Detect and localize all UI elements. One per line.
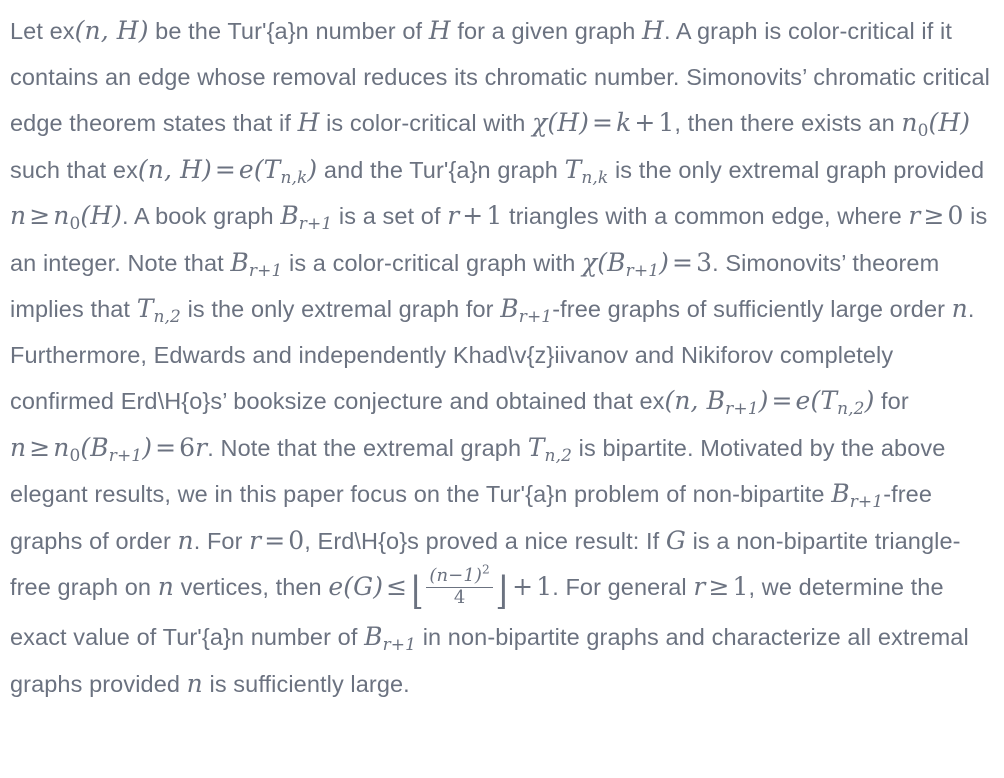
text-run: for (874, 388, 909, 414)
math-inline-Br1-5: $B_{r+1}$ (364, 622, 417, 655)
math-inline-Br1: $B_{r+1}$ (280, 201, 333, 234)
math-inline-G: G (665, 525, 686, 555)
text-run: Let ex (10, 18, 75, 44)
math-inline-Br1-4: $B_{r+1}$ (831, 479, 884, 512)
text-run: -free graphs of sufficiently large order (552, 296, 952, 322)
text-run: is a non-bipartite triangle-free graph on (10, 527, 961, 600)
math-inline-n-ge-6r: $n \ge n_0(B_{r+1}) = 6r$ (10, 432, 208, 466)
text-run: . A graph is color-critical if it contains an edge whose removal reduces its chromatic number. Simonovits’ chromatic critical edge theorem states that if (10, 18, 990, 136)
math-inline-eG-bound: e(G) ≤ ⌊ $\frac{(n-1)^2}{4}$ ⌋ + 1 (328, 562, 553, 614)
math-inline-r-ge-1: r ≥ 1 (693, 572, 749, 601)
text-run: triangles with a common edge, where (502, 203, 909, 229)
math-inline-n-2: n (177, 525, 194, 555)
text-run: -free graphs of order (10, 481, 933, 554)
text-run: . Note that the extremal graph (207, 434, 528, 461)
text-run: is bipartite. Motivated by the above elegant results, we in this paper focus on the Tur'{a}n problem of non-bipartite (10, 434, 946, 507)
math-inline-Tn2-2: $T_{n,2}$ (527, 432, 573, 466)
text-run: and the Tur'{a}n graph (317, 156, 565, 183)
text-run: . For (193, 527, 250, 554)
text-run: in non-bipartite graphs and characterize all extremal graphs provided (10, 624, 969, 697)
math-inline-Br1-2: $B_{r+1}$ (230, 247, 283, 281)
math-inline-Tn2: $T_{n,2}$ (136, 294, 181, 327)
math-inline-r-plus-1: r + 1 (447, 201, 503, 230)
math-inline-n-H: (n, H) (74, 16, 149, 45)
text-run: such that ex (10, 156, 138, 183)
text-run: , Erd\H{o}s proved a nice result: If (304, 527, 666, 554)
text-run: is a set of (332, 203, 448, 229)
text-run: is color-critical with (319, 110, 533, 136)
text-run: for a given graph (450, 18, 643, 44)
math-inline-Tnk: $T_{n,k}$ (564, 154, 609, 188)
text-run: is an integer. Note that (10, 203, 988, 276)
text-run: vertices, then (173, 574, 329, 600)
text-run: is the only extremal graph provided (608, 156, 985, 183)
math-inline-chi-H: χ(H) = k + 1 (532, 108, 675, 137)
math-inline-n-4: n (186, 668, 203, 698)
math-inline-ex-eq: (n, $H) = e(T_{n,k})$ (137, 154, 318, 188)
math-inline-H-3: H (297, 108, 320, 137)
text-run: . For general (552, 574, 694, 600)
math-inline-r-eq-0: r = 0 (249, 525, 305, 555)
math-inline-r-ge-0: r ≥ 0 (908, 201, 964, 230)
math-inline-n-3: n (157, 572, 174, 601)
math-inline-n-ge-n0H: $n \ge n_0(H)$ (10, 201, 123, 234)
text-run: is sufficiently large. (202, 670, 410, 697)
math-inline-Br1-3: $B_{r+1}$ (500, 294, 553, 327)
text-run: , we determine the exact value of Tur'{a}n number of (10, 574, 944, 651)
math-inline-H-2: H (642, 16, 664, 45)
text-run: . A book graph (122, 203, 281, 229)
text-run: , then there exists an (674, 110, 902, 136)
math-inline-chi-Br1: $\chi(B_{r+1}) = 3$ (582, 247, 713, 281)
text-run: is a color-critical graph with (282, 249, 583, 276)
text-run: . Furthermore, Edwards and independently Khad\v{z}iivanov and Nikiforov completely confirmed Erd\H{o}s’ booksize conjecture and obtained that ex (10, 296, 975, 414)
math-inline-H: H (428, 16, 451, 45)
math-inline-n0-H: $n_0(H)$ (901, 108, 971, 141)
text-run: be the Tur'{a}n number of (148, 18, 429, 44)
math-inline-ex-n-Br1: (n, $B_{r+1}) = e(T_{n,2})$ (664, 386, 875, 419)
math-inline-n: n (951, 294, 968, 323)
text-run: is the only extremal graph for (180, 296, 501, 322)
text-run: . Simonovits’ theorem implies that (10, 249, 940, 322)
